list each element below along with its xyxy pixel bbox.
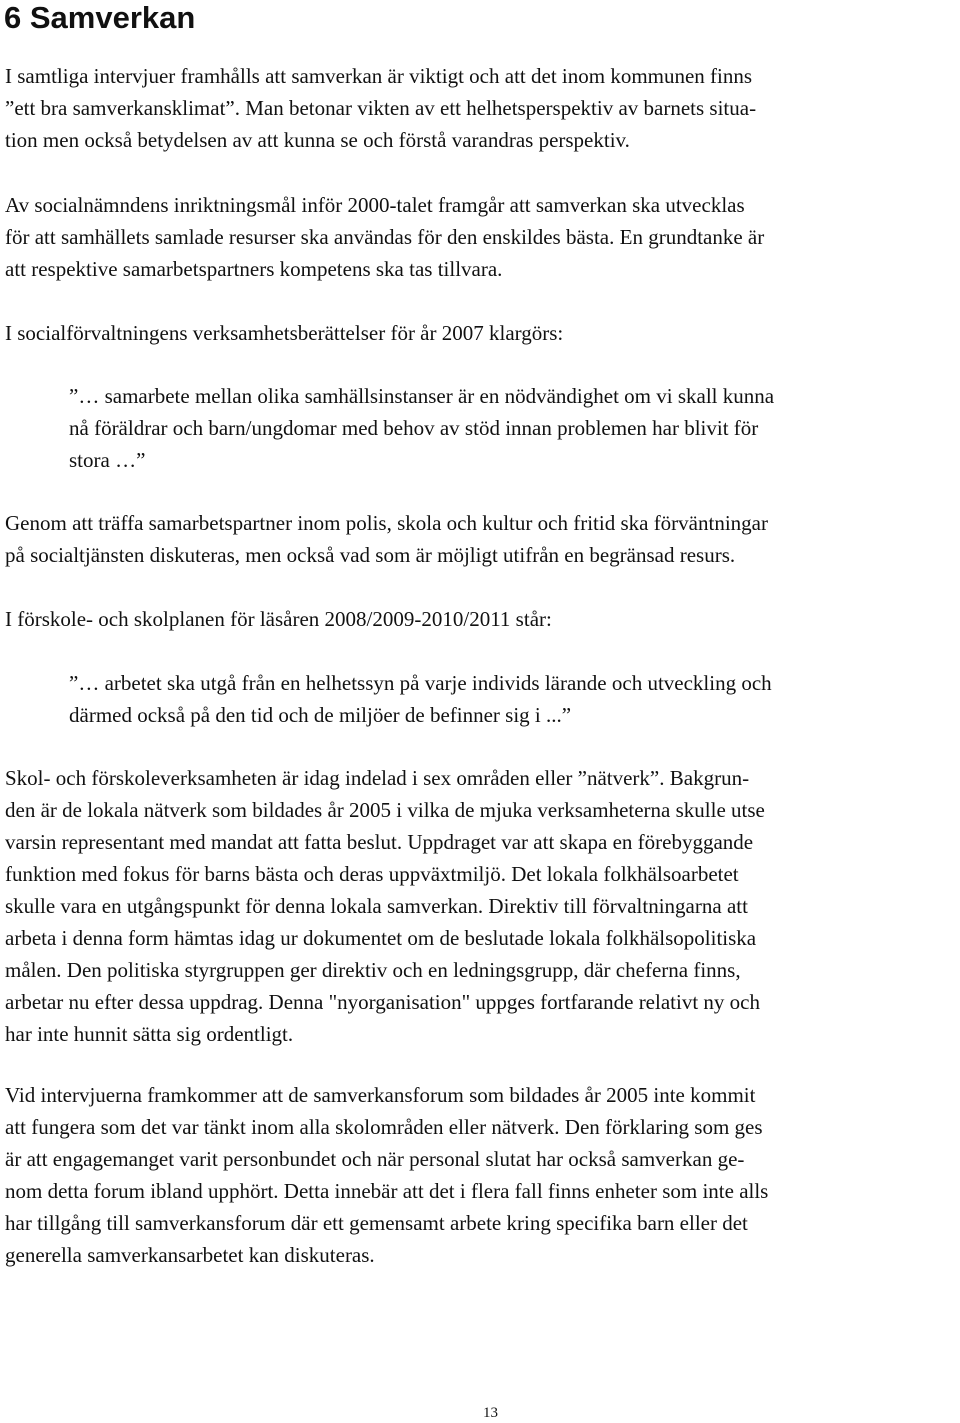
text-line: stora …” [69, 448, 146, 472]
blockquote-samarbete [69, 380, 774, 476]
text-line: funktion med fokus för barns bästa och deras uppväxtmiljö. Det lokala folkhälsoarbetet [5, 862, 739, 886]
text-line: skulle vara en utgångspunkt för denna lokala samverkan. Direktiv till förvaltningarna att [5, 894, 748, 918]
text-line: att respektive samarbetspartners kompetens ska tas tillvara. [5, 257, 503, 281]
section-heading: 6 Samverkan [4, 0, 196, 35]
text-line: I förskole- och skolplanen för läsåren 2008/2009-2010/2011 står: [5, 607, 552, 631]
paragraph-inriktningsmal [5, 189, 764, 285]
text-line: ”ett bra samverkansklimat”. Man betonar vikten av ett helhetsperspektiv av barnets situa- [5, 96, 757, 120]
page-number: 13 [483, 1405, 498, 1421]
text-line: nom detta forum ibland upphört. Detta innebär att det i flera fall finns enheter som inte alls [5, 1179, 769, 1203]
paragraph-natverk [5, 762, 765, 1050]
text-line: Av socialnämndens inriktningsmål inför 2000-talet framgår att samverkan ska utvecklas [5, 193, 745, 217]
text-line: arbetar nu efter dessa uppdrag. Denna "nyorganisation" uppges fortfarande relativt ny och [5, 990, 760, 1014]
text-line: Vid intervjuerna framkommer att de samverkansforum som bildades år 2005 inte kommit [5, 1083, 756, 1107]
text-line: varsin representant med mandat att fatta beslut. Uppdraget var att skapa en förebyggande [5, 830, 754, 854]
text-line: I samtliga intervjuer framhålls att samverkan är viktigt och att det inom kommunen finns [5, 64, 753, 88]
text-line: för att samhällets samlade resurser ska användas för den enskildes bästa. En grundtanke är [5, 225, 765, 249]
text-line: på socialtjänsten diskuteras, men också vad som är möjligt utifrån en begränsad resurs. [5, 543, 736, 567]
text-line: att fungera som det var tänkt inom alla skolområden eller nätverk. Den förklaring som ges [5, 1115, 763, 1139]
text-line: har tillgång till samverkansforum där ett gemensamt arbete kring specifika barn eller det [5, 1211, 748, 1235]
text-line: tion men också betydelsen av att kunna se och förstå varandras perspektiv. [5, 128, 630, 152]
text-line: har inte hunnit sätta sig ordentligt. [5, 1022, 294, 1046]
text-line: därmed också på den tid och de miljöer de befinner sig i ...” [69, 703, 572, 727]
paragraph-skolplan [5, 603, 552, 635]
text-line: är att engagemanget varit personbundet och när personal slutat har också samverkan ge- [5, 1147, 745, 1171]
paragraph-samarbetspartner [5, 507, 768, 571]
text-line: målen. Den politiska styrgruppen ger direktiv och en ledningsgrupp, där cheferna finns, [5, 958, 741, 982]
blockquote-helhetssyn [69, 667, 772, 731]
paragraph-intervjuer [5, 1079, 768, 1271]
text-line: Skol- och förskoleverksamheten är idag indelad i sex områden eller ”nätverk”. Bakgrun- [5, 766, 750, 790]
text-line: Genom att träffa samarbetspartner inom polis, skola och kultur och fritid ska förväntningar [5, 511, 768, 535]
text-line: arbeta i denna form hämtas idag ur dokumentet om de beslutade lokala folkhälsopolitiska [5, 926, 757, 950]
text-line: ”… samarbete mellan olika samhällsinstanser är en nödvändighet om vi skall kunna [69, 384, 775, 408]
text-line: I socialförvaltningens verksamhetsberättelser för år 2007 klargörs: [5, 321, 564, 345]
paragraph-intro [5, 60, 756, 156]
text-line: generella samverkansarbetet kan diskuteras. [5, 1243, 375, 1267]
text-line: den är de lokala nätverk som bildades år 2005 i vilka de mjuka verksamheterna skulle utse [5, 798, 765, 822]
text-line: ”… arbetet ska utgå från en helhetssyn på varje individs lärande och utveckling och [69, 671, 772, 695]
paragraph-verksamhetsberattelser [5, 317, 563, 349]
text-line: nå föräldrar och barn/ungdomar med behov av stöd innan problemen har blivit för [69, 416, 759, 440]
